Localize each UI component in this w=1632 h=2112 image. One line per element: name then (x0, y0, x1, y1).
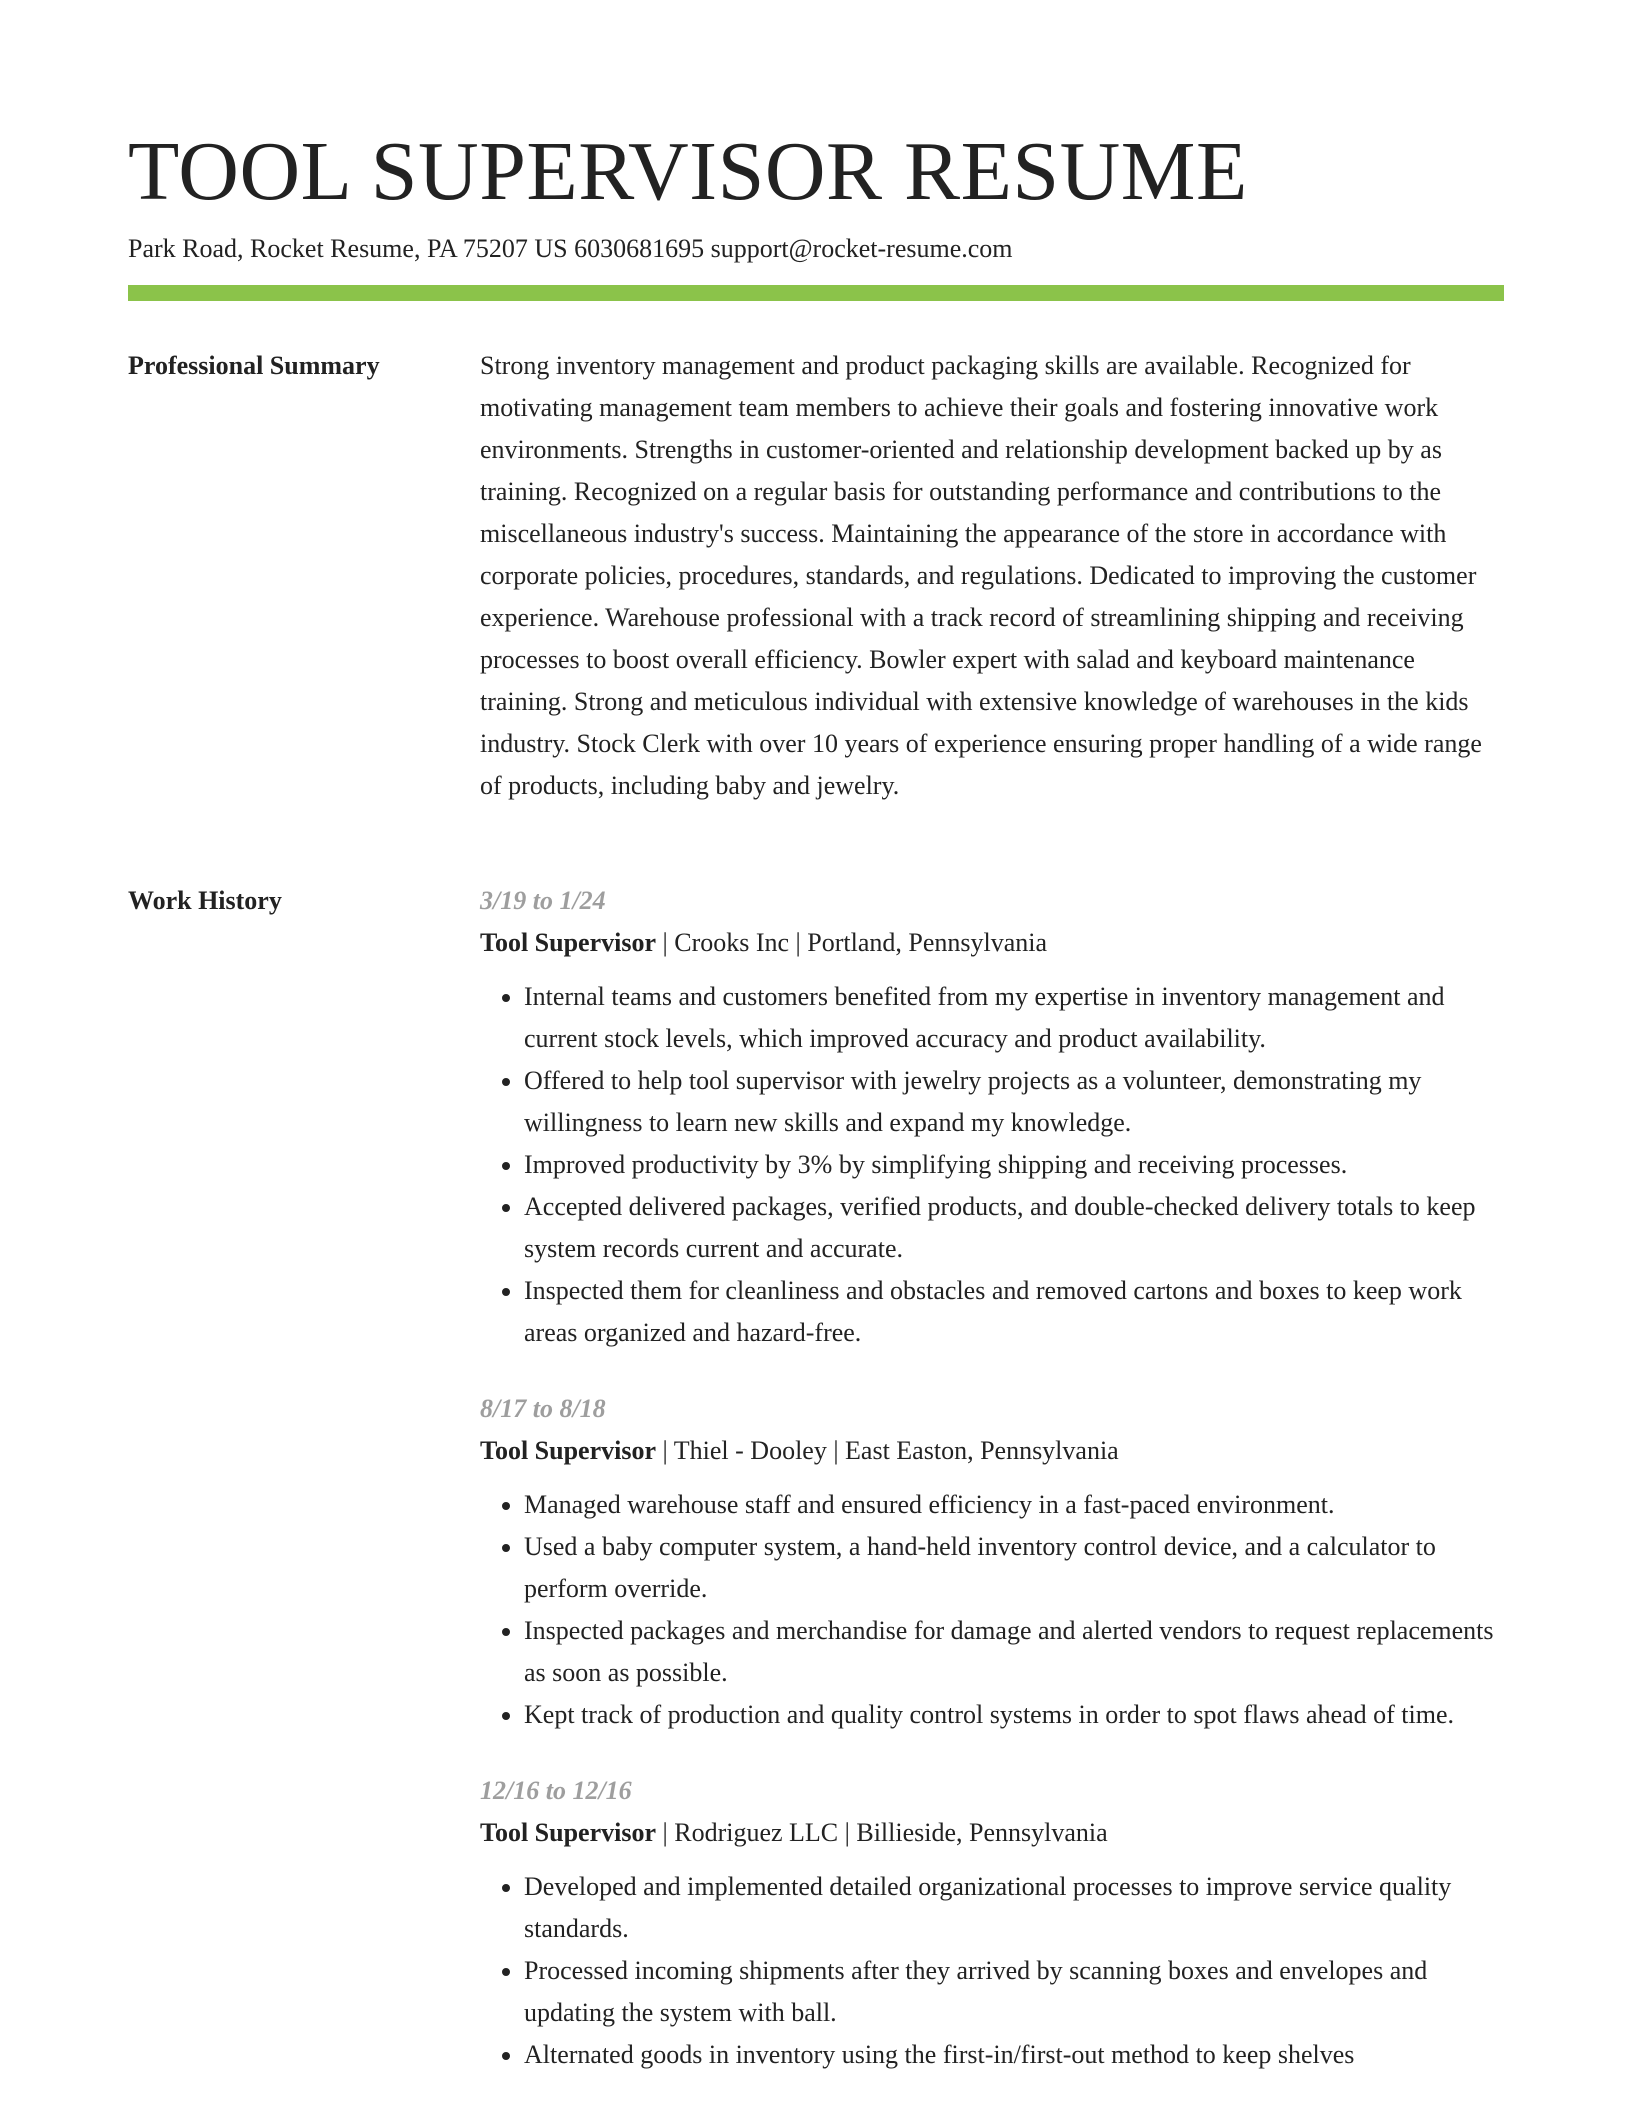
header-divider (128, 285, 1504, 301)
job-bullet: • Managed warehouse staff and ensured efficiency in a fast-paced environment. (524, 1484, 1504, 1526)
job-title: Tool Supervisor (480, 1818, 657, 1847)
job-bullet: • Improved productivity by 3% by simplifying shipping and receiving processes. (524, 1144, 1504, 1186)
job-title-line (480, 922, 1504, 964)
section-label-summary: Professional Summary (128, 351, 380, 380)
job-bullet: • Internal teams and customers benefited from my expertise in inventory management and current stock levels, which improved accuracy and product availability. (524, 976, 1504, 1060)
job-bullet: • Alternated goods in inventory using the first-in/first-out method to keep shelves (524, 2034, 1504, 2076)
job-bullet: • Inspected packages and merchandise for damage and alerted vendors to request replacements as soon as possible. (524, 1610, 1504, 1694)
job-bullet: • Inspected them for cleanliness and obstacles and removed cartons and boxes to keep work areas organized and hazard-free. (524, 1270, 1504, 1354)
job-bullet: • Offered to help tool supervisor with jewelry projects as a volunteer, demonstrating my willingness to learn new skills and expand my knowledge. (524, 1060, 1504, 1144)
job-bullets (480, 976, 1504, 1354)
job-entry (480, 1770, 1504, 2076)
job-bullet: • Used a baby computer system, a hand-held inventory control device, and a calculator to perform override. (524, 1526, 1504, 1610)
job-bullet: • Developed and implemented detailed organizational processes to improve service quality standards. (524, 1866, 1504, 1950)
job-bullet: • Accepted delivered packages, verified products, and double-checked delivery totals to keep system records current and accurate. (524, 1186, 1504, 1270)
resume-title: TOOL SUPERVISOR RESUME (128, 125, 1248, 218)
section-label-work-history: Work History (128, 886, 282, 915)
job-dates: 8/17 to 8/18 (480, 1394, 606, 1423)
summary-body (480, 345, 1504, 807)
job-dates: 3/19 to 1/24 (480, 886, 606, 915)
job-bullets (480, 1866, 1504, 2076)
job-title-line (480, 1812, 1504, 1854)
work-history-body (480, 880, 1504, 2110)
job-bullet: • Kept track of production and quality control systems in order to spot flaws ahead of time. (524, 1694, 1504, 1736)
job-details: | Thiel - Dooley | East Easton, Pennsylvania (656, 1436, 1119, 1465)
contact-line: Park Road, Rocket Resume, PA 75207 US 6030681695 support@rocket-resume.com (128, 234, 1013, 263)
job-entry (480, 1388, 1504, 1736)
job-title: Tool Supervisor (480, 1436, 657, 1465)
job-title-line (480, 1430, 1504, 1472)
job-bullet: • Processed incoming shipments after they arrived by scanning boxes and envelopes and updating the system with ball. (524, 1950, 1504, 2034)
job-dates: 12/16 to 12/16 (480, 1776, 632, 1805)
job-details: | Crooks Inc | Portland, Pennsylvania (656, 928, 1048, 957)
job-details: | Rodriguez LLC | Billieside, Pennsylvania (656, 1818, 1108, 1847)
job-entry (480, 880, 1504, 1354)
summary-text: Strong inventory management and product packaging skills are available. Recognized for motivating management team members to achieve their goals and fostering innovative work environments. Strengths in customer-oriented and relationship development backed up by as training. Recognized on a regular basis for outstanding performance and contributions to the miscellaneous industry's success. Maintaining the appearance of the store in accordance with corporate policies, procedures, standards, and regulations. Dedicated to improving the customer experience. Warehouse professional with a track record of streamlining shipping and receiving processes to boost overall efficiency. Bowler expert with salad and keyboard maintenance training. Strong and meticulous individual with extensive knowledge of warehouses in the kids industry. Stock Clerk with over 10 years of experience ensuring proper handling of a wide range of products, including baby and jewelry. (480, 351, 1482, 800)
job-bullets (480, 1484, 1504, 1736)
job-title: Tool Supervisor (480, 928, 657, 957)
